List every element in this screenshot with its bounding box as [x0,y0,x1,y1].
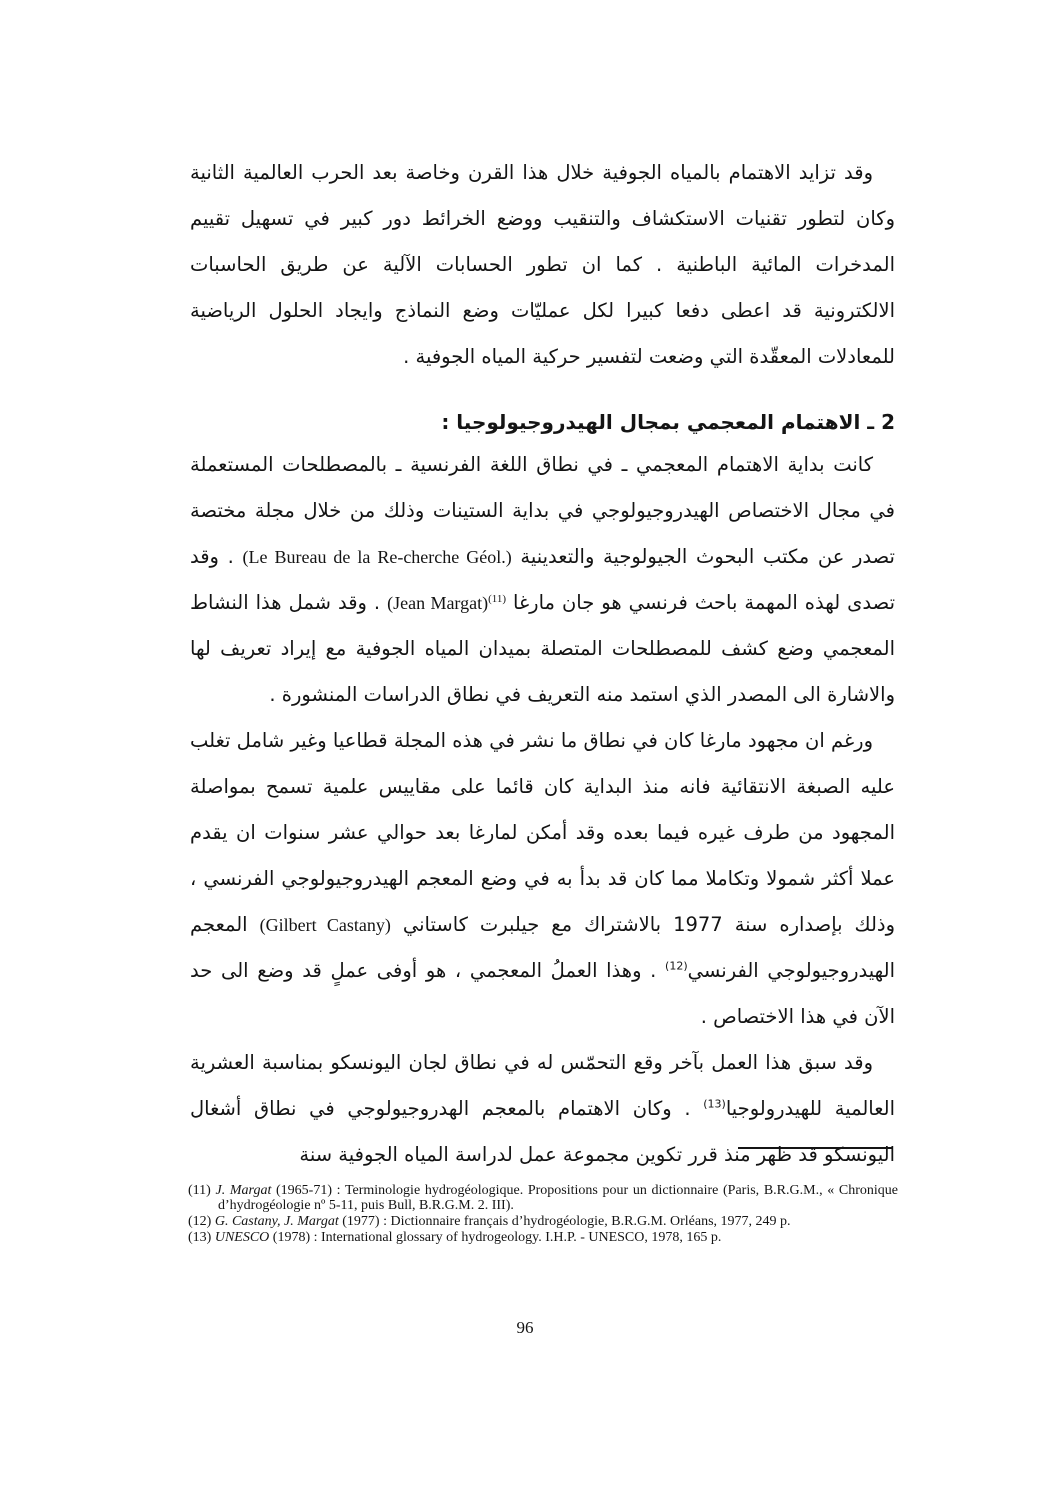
section-heading: 2 ـ الاهتمام المعجمي بمجال الهيدروجيولوجيا : [441,410,895,434]
latin-name-text: (Jean Margat) [387,593,489,613]
footnote-13 [188,1230,898,1245]
paragraph-lexical-beginnings [190,442,895,718]
footnote-11 [188,1183,898,1213]
footnote-12 [188,1214,898,1229]
page-number: 96 [516,1318,534,1337]
paragraph-text: . وقد شمل هذا النشاط المعجمي وضع كشف للمصطلحات المتصلة بميدان المياه الجوفية مع إيراد تعريف لها والاشارة الى المصدر الذي استمد منه التعريف في نطاق الدراسات المنشورة . [190,591,895,706]
footnote-text: (1977) : Dictionnaire français d’hydrogéologie, B.R.G.M. Orléans, 1977, 249 p. [338,1214,791,1229]
footnote-ref-11: (11) [488,593,507,605]
paragraph-text: . وكان الاهتمام بالمعجم الهدروجيولوجي في نطاق أشغال اليونسكو قد ظهر منذ قرر تكوين مجموعة عمل لدراسة المياه الجوفية سنة [190,1097,895,1166]
paragraph-text: وقد سبق هذا العمل بآخر وقع التحمّس له في نطاق لجان اليونسكو بمناسبة العشرية العالمية للهيدرولوجيا [190,1051,895,1120]
footnote-number: (11) [188,1183,211,1198]
footnote-author: UNESCO [214,1230,270,1245]
paragraph-text: . وقد تصدى لهذه المهمة باحث فرنسي هو جان مارغا [190,545,895,614]
latin-author-name [387,593,506,613]
paragraph-text: كانت بداية الاهتمام المعجمي ـ في نطاق اللغة الفرنسية ـ بالمصطلحات المستعملة في مجال الاختصاص الهيدروجيولوجي في بداية الستينات وذلك من خلال مجلة مختصة تصدر عن مكتب البحوث الجيولوجية والتعدينية [190,453,895,568]
paragraph-margat-work [190,718,895,1040]
footnotes [188,1183,898,1246]
footnote-text: (1965-71) : Terminologie hydrogéologique. Propositions pour un dictionnaire (Paris, B.R.G.M., « Chronique d’hydrogéologie nº 5-11, puis Bull, B.R.G.M. 2. III). [218,1183,898,1213]
footnote-divider [738,1147,893,1149]
footnote-number: (13) [188,1230,212,1245]
footnote-number: (12) [188,1214,212,1229]
paragraph-text: . وهذا العملُ المعجمي ، هو أوفى عملٍ قد وضع الى حد الآن في هذا الاختصاص . [190,959,895,1028]
latin-bureau-name: (Le Bureau de la Re-cherche Géol.) [242,547,512,567]
paragraph-groundwater-interest [190,150,895,380]
paragraph-text: وقد تزايد الاهتمام بالمياه الجوفية خلال هذا القرن وخاصة بعد الحرب العالمية الثانية وكان لتطور تقنيات الاستكشاف والتنقيب ووضع الخرائط دور كبير في تسهيل تقييم المدخرات المائية الباطنية . كما ان تطور الحسابات الآلية عن طريق الحاسبات الالكترونية قد اعطى دفعا كبيرا لكل عمليّات وضع النماذج وايجاد الحلول الرياضية للمعادلات المعقّدة التي وضعت لتفسير حركية المياه الجوفية . [190,161,895,368]
paragraph-text: ورغم ان مجهود مارغا كان في نطاق ما نشر في هذه المجلة قطاعيا وغير شامل تغلب عليه الصبغة الانتقائية فانه منذ البداية كان قائما على مقاييس علمية تسمح بمواصلة المجهود من طرف غيره فيما بعده وقد أمكن لمارغا بعد حوالي عشر سنوات ان يقدم عملا أكثر شمولا وتكاملا مما كان قد بدأ به في وضع المعجم الهيدروجيولوجي الفرنسي ، وذلك بإصداره سنة 1977 بالاشتراك مع جيلبرت كاستاني [190,729,896,936]
footnote-author: J. Margat [215,1183,272,1198]
paragraph-text: المعجم الهيدروجيولوجي الفرنسي [190,913,895,982]
latin-coauthor-name: (Gilbert Castany) [259,915,391,935]
footnote-author: G. Castany, J. Margat [214,1214,339,1229]
paragraph-unesco [190,1040,895,1178]
section-body [190,442,895,1178]
footnote-ref-13: (13) [703,1097,726,1111]
footnote-ref-12: (12) [665,959,688,973]
footnote-text: (1978) : International glossary of hydrogeology. I.H.P. - UNESCO, 1978, 165 p. [269,1230,722,1245]
